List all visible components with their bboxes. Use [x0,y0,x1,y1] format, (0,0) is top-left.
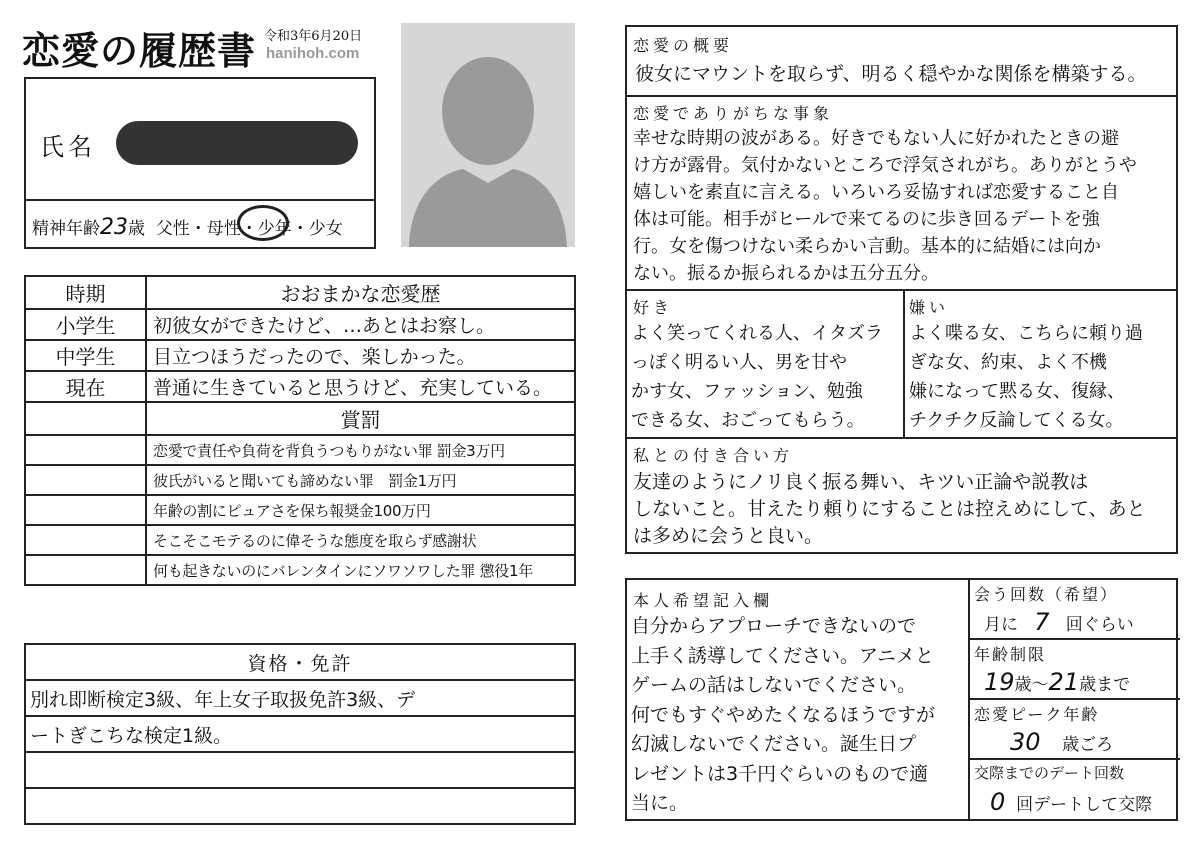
name-box [24,77,376,249]
period-cell: 小学生 [25,309,146,340]
overview-label: 恋愛の概要 [633,36,734,55]
likes-label: 好き [633,298,674,317]
table-row [25,435,575,465]
age-max: 21 [1048,668,1080,696]
empty-cell [25,465,146,495]
history-cell: 普通に生きていると思うけど、充実している。 [146,371,575,402]
document-date: 令和3年6月20日 [264,29,363,44]
awards-header: 賞罰 [146,402,575,435]
dislikes-text [909,319,1143,435]
requests-text [631,612,961,819]
peak-age-cell [970,698,1180,758]
requests-label: 本人希望記入欄 [633,591,774,610]
mental-age-label: 精神年齢 [32,219,100,239]
overview-text: 彼女にマウントを取らず、明るく穏やかな関係を構築する。 [635,63,1147,85]
empty-cell [25,495,146,525]
license-table [24,643,576,825]
text-line: できる女、おごってもらう。 [631,410,865,431]
history-cell: 初彼女ができたけど、…あとはお察し。 [146,309,575,340]
text-line: 友達のようにノリ良く振る舞い、キツい正論や説教は [633,471,1089,493]
meet-frequency-cell [970,578,1180,638]
column-header-history: おおまかな恋愛歴 [146,276,575,309]
empty-cell [25,402,146,435]
text-line: チクチク反論してくる女。 [909,410,1124,431]
peak-suffix: 歳ごろ [1062,735,1114,755]
table-header-row [25,276,575,309]
text-line: かす女、ファッション、勉強 [631,381,863,402]
license-line: ートぎこちな検定1級。 [25,716,575,752]
text-line: よく笑ってくれる人、イタズラ [631,323,883,344]
history-cell: 目立つほうだったので、楽しかった。 [146,340,575,371]
history-table [24,275,576,586]
table-row [25,465,575,495]
peak-age-title: 恋愛ピーク年齢 [974,705,1100,724]
meet-frequency-title: 会う回数（希望） [974,585,1119,604]
site-url: hanihoh.com [266,45,360,62]
dating-text [633,469,1146,550]
text-line: は多めに会うと良い。 [633,525,824,547]
text-line: 行。女を傷つけない柔らかい言動。基本的に結婚には向か [633,236,1101,257]
divider [627,95,1176,97]
text-line: ゲームの話はしないでください。 [631,674,917,696]
name-label: 氏名 [40,133,96,161]
award-cell: 恋愛で責任や負荷を背負うつもりがない罪 罰金3万円 [146,435,575,465]
text-line: ない。振るか振られるかは五分五分。 [633,263,939,284]
divider [903,289,905,437]
text-line: 体は可能。相手がヒールで来てるのに歩き回るデートを強 [633,209,1100,230]
tendencies-label: 恋愛でありがちな事象 [633,104,834,123]
text-line: よく喋る女、こちらに頼り過 [909,323,1143,344]
profile-details-box [625,25,1178,554]
name-redacted [116,121,358,165]
mental-age-value: 23 [100,215,128,240]
peak-age-value-row [1010,728,1113,756]
text-line: 何でもすぐやめたくなるほうですが [631,703,936,726]
dates-suffix: 回デートして交際 [1016,795,1153,815]
text-line: 上手く誘導してください。アニメと [631,644,935,667]
person-silhouette-icon [401,23,575,247]
requests-box [625,578,1178,821]
license-line: 別れ即断検定3級、年上女子取扱免許3級、デ [25,680,575,716]
empty-cell [25,435,146,465]
age-limit-cell [970,638,1180,698]
period-cell: 現在 [25,371,146,402]
column-header-period: 時期 [25,276,146,309]
dating-label: 私との付き合い方 [633,446,794,465]
requests-side-column [968,578,1180,821]
profile-photo-placeholder [401,23,575,247]
license-line [25,788,575,824]
divider [627,289,1176,291]
text-line: け方が露骨。気付かないところで浮気されがち。ありがとうや [633,155,1137,176]
age-limit-value-row [984,668,1130,696]
text-line: レゼントは3千円ぐらいのもので適 [631,762,929,785]
page-title: 恋愛の履歴書 [22,28,257,73]
dislikes-label: 嫌い [909,298,950,317]
selection-circle [237,205,289,241]
empty-cell [25,525,146,555]
table-row [25,340,575,371]
age-min: 19 [984,668,1015,696]
age-suffix: 歳まで [1079,675,1131,695]
meet-prefix: 月に [984,615,1018,635]
tendencies-text [633,125,1137,287]
meet-frequency-value-row [984,608,1134,636]
dates-value: 0 [990,788,1006,816]
period-cell: 中学生 [25,340,146,371]
award-cell: そこそこモテるのに偉そうな態度を取らず感謝状 [146,525,575,555]
table-row [25,555,575,585]
table-row [25,495,575,525]
meet-value: 7 [1034,608,1050,636]
likes-text [631,319,883,435]
mental-age-unit: 歳 [128,219,145,239]
meet-suffix: 回ぐらい [1065,615,1134,635]
dates-until-dating-value-row [990,788,1152,816]
age-sep: 歳～ [1014,675,1049,695]
personality-types: 父性・母性・少年・少女 [155,219,343,239]
text-line: 当に。 [631,792,689,814]
award-cell: 何も起きないのにバレンタインにソワソワした罪 懲役1年 [146,555,575,585]
table-row [25,309,575,340]
text-line: 自分からアプローチできないので [631,615,917,637]
mental-age-row [32,214,343,240]
divider [26,199,374,201]
table-row [25,525,575,555]
text-line: 嬉しいを素直に言える。いろいろ妥協すれば恋愛すること自 [633,182,1119,203]
awards-header-row [25,402,575,435]
text-line: っぽく明るい人、男を甘や [631,352,847,373]
peak-value: 30 [1010,728,1041,756]
age-limit-title: 年齢制限 [974,645,1047,664]
divider [627,437,1176,439]
text-line: しないこと。甘えたり頼りにすることは控えめにして、あと [633,498,1146,520]
text-line: 幻滅しないでください。誕生日プ [631,733,917,755]
dates-until-dating-title: 交際までのデート回数 [974,764,1125,782]
table-row [25,371,575,402]
text-line: 嫌になって黙る女、復縁、 [909,381,1125,402]
text-line: 幸せな時期の波がある。好きでもない人に好かれたときの避 [633,128,1119,149]
license-line [25,752,575,788]
license-header: 資格・免許 [25,644,575,680]
empty-cell [25,555,146,585]
dates-until-dating-cell [970,758,1180,818]
award-cell: 年齢の割にピュアさを保ち報奨金100万円 [146,495,575,525]
award-cell: 彼氏がいると聞いても諦めない罪 罰金1万円 [146,465,575,495]
text-line: ぎな女、約束、よく不機 [909,352,1107,373]
